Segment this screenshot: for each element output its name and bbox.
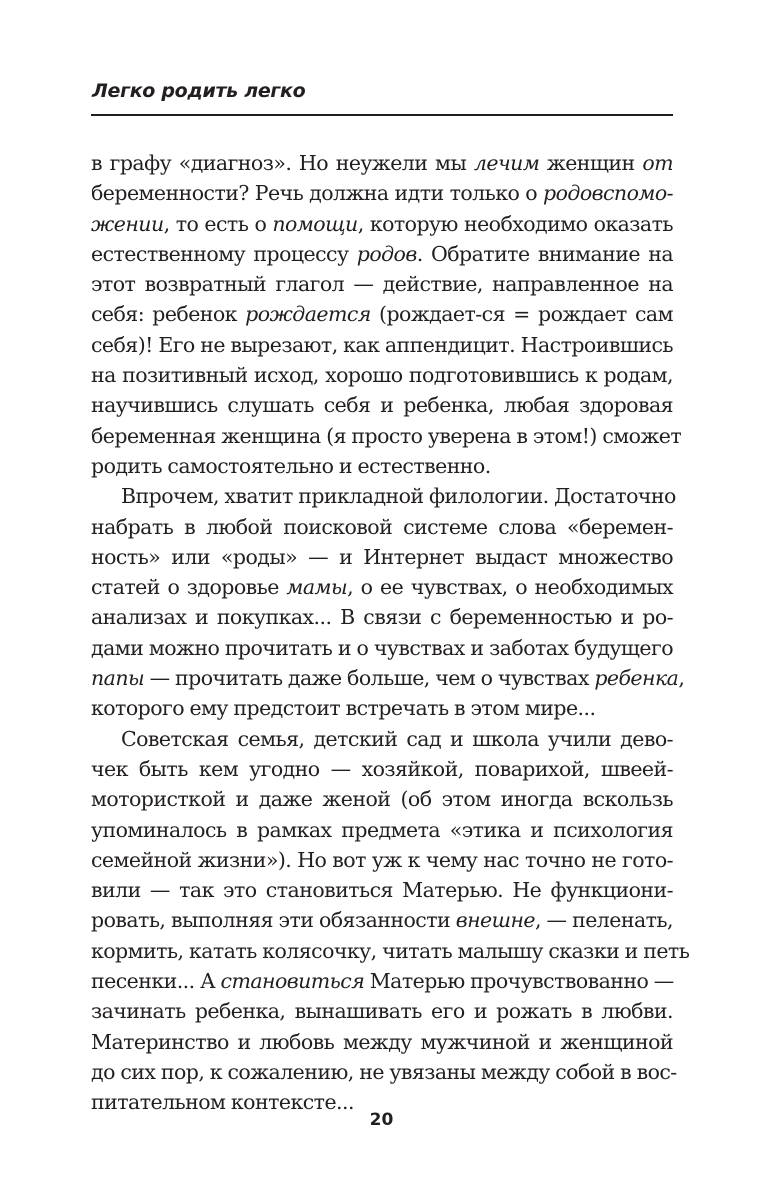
running-head-title: Легко родить легко [92,80,306,102]
text-run: ровать, выполняя эти обязанности [91,908,456,933]
paragraph [91,481,685,723]
text-run: зачинать ребенка, вынашивать его и рожать в любви. [91,999,673,1024]
text-run: анализах и покупках... В связи с беременностью и ро- [91,605,673,630]
text-run: набрать в любой поисковой системе слова «беремен- [91,514,673,539]
text-run: , — пеленать, [535,908,673,933]
text-run: себя)! Его не вырезают, как аппендицит. Настроившись [91,332,673,357]
text-line [91,693,673,723]
text-run: , которую необходимо оказать [357,211,674,236]
italic-text: папы [91,666,145,691]
italic-text: лечим [473,151,540,175]
text-run: научившись слушать себя и ребенка, любая здоровая [91,393,673,418]
text-line [91,542,673,572]
body-text [91,148,690,1118]
text-line [91,178,673,208]
header-rule [91,114,673,116]
text-run: , то есть о [163,211,273,236]
text-run: (рождает-ся = рождает сам [370,302,673,327]
text-line [91,966,673,996]
text-line [91,299,673,329]
text-run: до сих пор, к сожалению, не увязаны между собой в вос- [91,1059,677,1084]
text-run: беременная женщина (я просто уверена в этом!) сможет [91,423,682,448]
italic-text: родовспомо- [543,181,673,206]
text-run: Материнство и любовь между мужчиной и женщиной [91,1029,673,1054]
italic-text: от [642,151,674,175]
text-line [91,602,673,632]
text-run: на позитивный исход, хорошо подготовившись к родам, [91,363,673,388]
italic-text: родов [356,241,417,266]
text-line [91,936,690,966]
italic-text: ребенка [594,666,679,691]
text-line [91,815,673,845]
text-run: песенки... А [91,969,221,994]
text-line [91,269,673,299]
text-run: в графу «диагноз». Но неужели мы [91,151,474,175]
italic-text: жении [91,211,164,236]
page-number: 20 [369,1110,394,1130]
italic-text: внешне [455,908,536,933]
text-line [91,996,673,1026]
text-run: беременности? Речь должна идти только о [91,181,544,206]
text-line [91,572,673,602]
text-run: кормить, катать колясочку, читать малышу сказки и петь [91,938,690,963]
text-run: дами можно прочитать и о чувствах и заботах будущего [91,635,673,660]
text-run: мотористкой и даже женой (об этом иногда вскользь [91,787,673,812]
text-run: естественному процессу [91,241,357,266]
text-run: родить самостоятельно и естественно. [91,453,491,478]
text-line [91,1027,673,1057]
text-run: — прочитать даже больше, чем о чувствах [144,666,595,691]
text-run: , [678,666,685,691]
text-line [91,512,673,542]
text-line [91,481,676,511]
text-run: питательном контексте... [91,1090,354,1115]
text-line [91,239,673,269]
text-line [91,724,673,754]
text-line [91,784,673,814]
text-run: которого ему предстоит встречать в этом мире... [91,696,596,721]
text-run: семейной жизни»). Но вот уж к чему нас точно не гото- [91,847,673,872]
text-run: чек быть кем угодно — хозяйкой, поварихой, швеей- [91,756,673,781]
text-run: Матерью прочувствованно — [364,969,674,994]
text-run: этот возвратный глагол — действие, направленное на [91,272,673,297]
text-line [91,209,673,239]
text-run: . Обратите внимание на [416,241,673,266]
italic-text: мамы [286,575,348,600]
text-run: ность» или «роды» — и Интернет выдаст множество [91,544,673,569]
text-run: Советская семья, детский сад и школа учили дево- [121,726,673,751]
text-line [91,390,673,420]
italic-text: помощи [272,211,358,236]
text-line [91,875,673,905]
text-line [91,1057,677,1087]
text-line [91,905,673,935]
text-run: , о ее чувствах, о необходимых [347,575,673,600]
text-line [91,330,673,360]
text-line [91,421,682,451]
text-line [91,633,673,663]
text-line [91,754,673,784]
text-line [91,663,685,693]
italic-text: рождается [245,302,371,327]
text-run: статей о здоровье [91,575,287,600]
text-run: упоминалось в рамках предмета «этика и психология [91,817,673,842]
text-run: Впрочем, хватит прикладной филологии. Достаточно [121,484,676,509]
text-run: вили — так это становиться Матерью. Не функциони- [91,878,673,903]
text-line [91,451,673,481]
text-line [91,845,673,875]
text-run: себя: ребенок [91,302,246,327]
paragraph [91,724,690,1118]
text-line [91,148,673,178]
italic-text: становиться [220,969,365,994]
text-run: женщин [539,151,643,175]
text-line [91,360,673,390]
paragraph [91,148,682,481]
